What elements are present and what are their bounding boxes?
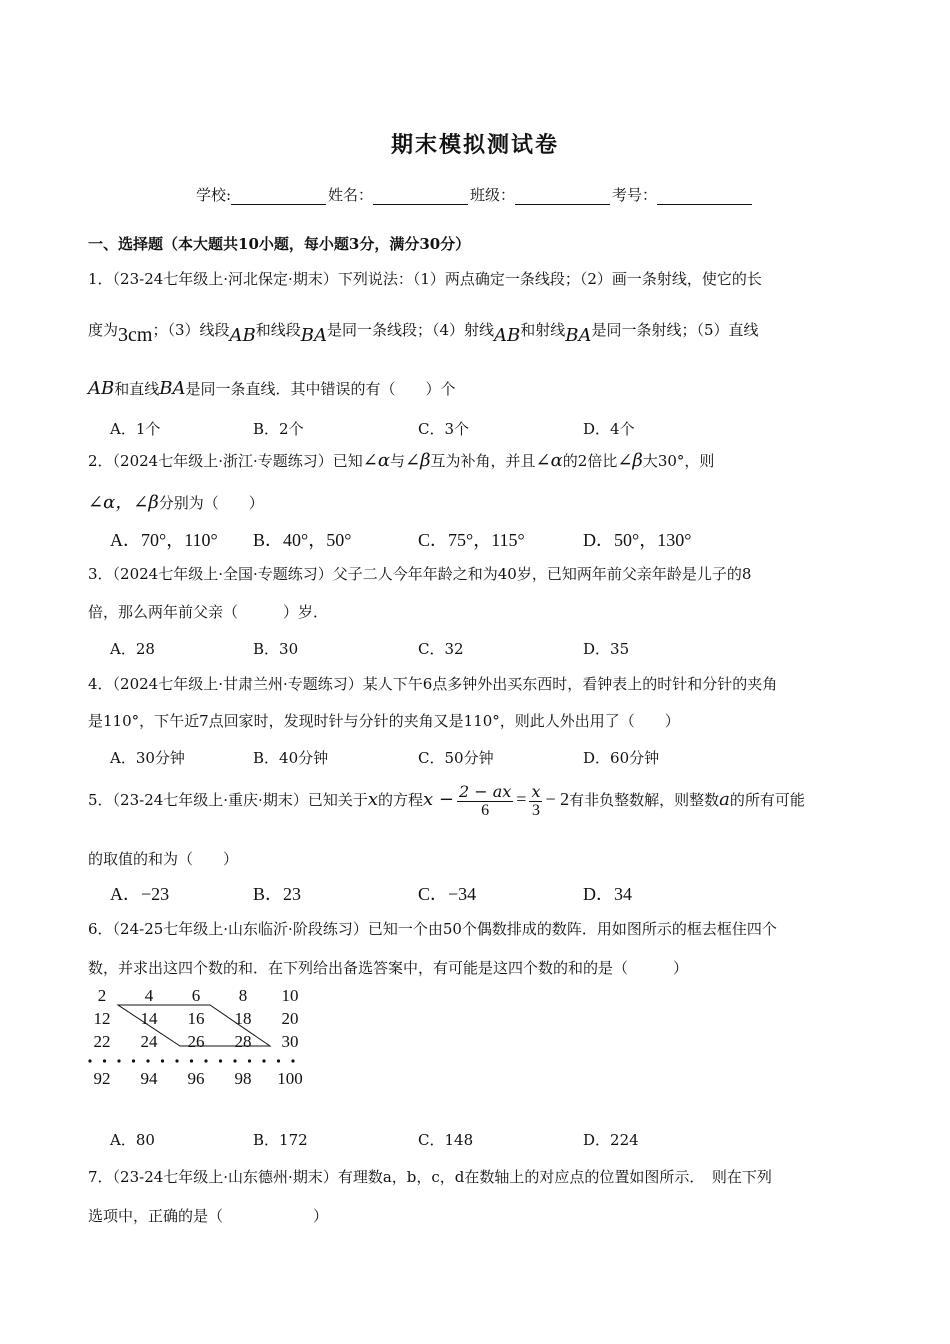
ellipsis-dot [146,1059,149,1062]
q5-text: 的所有可能 [729,791,805,809]
q2-text: 的2倍比 [562,452,618,470]
question-4-line-1: 4．（2024七年级上·甘肃兰州·专题练习）某人下午6点多钟外出买东西时，看钟表上的时针和分针的夹角 [88,675,778,693]
q5-text: 的方程 [377,791,423,809]
fraction-1 [457,782,513,820]
q2-math: ∠β [617,450,643,471]
option-a[interactable]: A．1个 [110,420,161,438]
question-2-line-1 [88,450,714,471]
question-5-options [110,880,870,902]
school-label: 学校: [195,186,231,204]
matrix-cell: 2 [97,986,107,1005]
question-1-options [110,418,870,440]
question-4-options [110,747,870,769]
matrix-cell: 20 [281,1009,299,1028]
matrix-cell: 100 [277,1069,303,1088]
q1-math: BA [159,378,186,399]
name-label: 姓名： [328,186,374,204]
matrix-cell: 26 [187,1032,205,1051]
fraction-1-numerator: 2 − ax [458,782,512,801]
question-1-line-2 [88,318,759,346]
ellipsis-dot [175,1059,178,1062]
q2-text: 大30°，则 [642,452,715,470]
option-c[interactable]: C．50分钟 [418,749,494,767]
option-b[interactable]: B．172 [253,1131,308,1149]
option-d[interactable]: D．35 [583,640,630,658]
question-3-line-2: 倍，那么两年前父亲（ ）岁． [88,603,329,621]
q1-text: 和射线 [520,321,566,339]
matrix-cell: 6 [191,986,201,1005]
q2-text: 2．（2024七年级上·浙江·专题练习）已知 [88,452,363,470]
ellipsis-dot [103,1059,106,1062]
ellipsis-dot [117,1059,120,1062]
option-d[interactable]: D．224 [583,1131,639,1149]
q2-math: ∠α [535,450,563,471]
class-label: 班级： [470,186,516,204]
q5-math: − 2 [545,789,570,809]
q5-math: x [367,789,378,810]
option-a[interactable]: A．−23 [110,884,170,904]
matrix-cell: 92 [93,1069,111,1088]
student-info-row [0,184,950,205]
option-d[interactable]: D．60分钟 [583,749,660,767]
option-d[interactable]: D．34 [583,884,632,904]
option-c[interactable]: C．−34 [418,884,477,904]
question-3-line-1: 3．（2024七年级上·全国·专题练习）父子二人今年年龄之和为40岁，已知两年前父亲年龄是儿子的8 [88,565,752,583]
number-label: 考号： [612,186,658,204]
matrix-numbers [94,986,303,1088]
ellipsis-dot [204,1059,207,1062]
q1-math: 3cm [118,324,153,346]
option-b[interactable]: B．40分钟 [253,749,329,767]
ellipsis-dot [161,1059,164,1062]
page-title: 期末模拟测试卷 [390,132,559,158]
matrix-cell: 96 [187,1069,205,1088]
q1-text: ；（3）线段 [152,321,230,339]
q5-math: x − [423,789,454,810]
q1-text: 和线段 [255,321,301,339]
section-heading: 一、选择题（本大题共10小题，每小题3分，满分30分） [88,235,471,253]
matrix-cell: 22 [93,1032,111,1051]
question-5-line-1 [88,782,805,820]
q5-math: = [516,789,527,809]
q5-math: a [719,789,730,810]
q1-math: BA [300,325,327,346]
q2-text: 与 [390,452,406,470]
ellipsis-dot [291,1059,294,1062]
option-c[interactable]: C．3个 [418,420,470,438]
number-blank[interactable] [657,190,752,205]
option-c[interactable]: C．75°，115° [418,530,525,550]
ellipsis-dot [262,1059,265,1062]
ellipsis-dots [88,1059,294,1062]
school-blank[interactable] [231,190,326,205]
number-matrix-figure [80,984,320,1094]
option-c[interactable]: C．32 [418,640,464,658]
matrix-cell: 30 [281,1032,299,1051]
q1-text: 是同一条直线．其中错误的有（ ）个 [185,380,456,398]
option-d[interactable]: D．50°，130° [583,530,692,550]
matrix-cell: 18 [234,1009,252,1028]
option-d[interactable]: D．4个 [583,420,635,438]
matrix-cell: 16 [187,1009,205,1028]
matrix-cell: 14 [140,1009,158,1028]
question-1-line-3 [88,378,456,399]
fraction-2-denominator: 3 [531,802,540,819]
question-6-options [110,1129,870,1151]
q1-text: 是同一条射线；（5）直线 [591,321,759,339]
option-c[interactable]: C．148 [418,1131,474,1149]
ellipsis-dot [233,1059,236,1062]
ellipsis-dot [219,1059,222,1062]
matrix-cell: 8 [238,986,248,1005]
option-b[interactable]: B．40°，50° [253,530,352,550]
option-b[interactable]: B．23 [253,884,302,904]
question-6-line-1: 6．（24-25七年级上·山东临沂·阶段练习）已知一个由50个偶数排成的数阵．用如图所示的框去框住四个 [88,920,777,938]
q1-math: AB [494,325,521,346]
option-a[interactable]: A．70°，110° [110,530,218,550]
question-5-line-2: 的取值的和为（ ） [88,850,239,868]
ellipsis-dot [190,1059,193,1062]
question-1-line-1: 1．（23-24七年级上·河北保定·期末）下列说法：（1）两点确定一条线段；（2）画一条射线，使它的长 [88,270,762,288]
ellipsis-dot [132,1059,135,1062]
fraction-2-numerator: x [531,782,541,801]
q1-math: AB [229,325,256,346]
question-4-line-2: 是110°，下午近7点回家时，发现时针与分针的夹角又是110°，则此人外出用了（ ） [88,712,680,730]
question-7-line-1: 7．（23-24七年级上·山东德州·期末）有理数a，b，c，d在数轴上的对应点的位置如图所示． 则在下列 [88,1168,772,1186]
q1-text: 和直线 [114,380,160,398]
q1-text: 度为 [88,321,119,339]
fraction-2 [529,782,542,820]
name-blank[interactable] [373,190,468,205]
matrix-cell: 10 [281,986,299,1005]
ellipsis-dot [277,1059,280,1062]
question-3-options [110,638,870,660]
option-a[interactable]: A．28 [110,640,155,658]
q2-math: ∠β [405,450,431,471]
question-7-line-2: 选项中，正确的是（ ） [88,1207,329,1225]
q2-math: ∠α，∠β [88,492,159,513]
ellipsis-dot [248,1059,251,1062]
ellipsis-dot [88,1059,91,1062]
q2-text: 互为补角，并且 [430,452,536,470]
matrix-cell: 4 [144,986,154,1005]
option-a[interactable]: A．30分钟 [110,749,185,767]
question-2-options [110,526,870,548]
q1-text: 是同一条线段；（4）射线 [326,321,495,339]
question-6-line-2: 数，并求出这四个数的和．在下列给出备选答案中，有可能是这四个数的和的是（ ） [88,959,689,977]
q2-text: 分别为（ ） [158,494,264,512]
q5-text: 5．（23-24七年级上·重庆·期末）已知关于 [88,791,368,809]
option-b[interactable]: B．30 [253,640,299,658]
q1-math: BA [565,325,592,346]
matrix-cell: 94 [140,1069,158,1088]
q2-math: ∠α [362,450,391,471]
class-blank[interactable] [515,190,610,205]
q5-text: 有非负整数解，则整数 [569,791,720,809]
option-a[interactable]: A．80 [110,1131,155,1149]
matrix-cell: 98 [234,1069,252,1088]
option-b[interactable]: B．2个 [253,420,304,438]
q1-math: AB [88,378,115,399]
question-2-line-2 [88,488,264,514]
matrix-cell: 28 [234,1032,252,1051]
fraction-1-denominator: 6 [481,802,490,819]
matrix-cell: 24 [140,1032,158,1051]
matrix-cell: 12 [93,1009,111,1028]
